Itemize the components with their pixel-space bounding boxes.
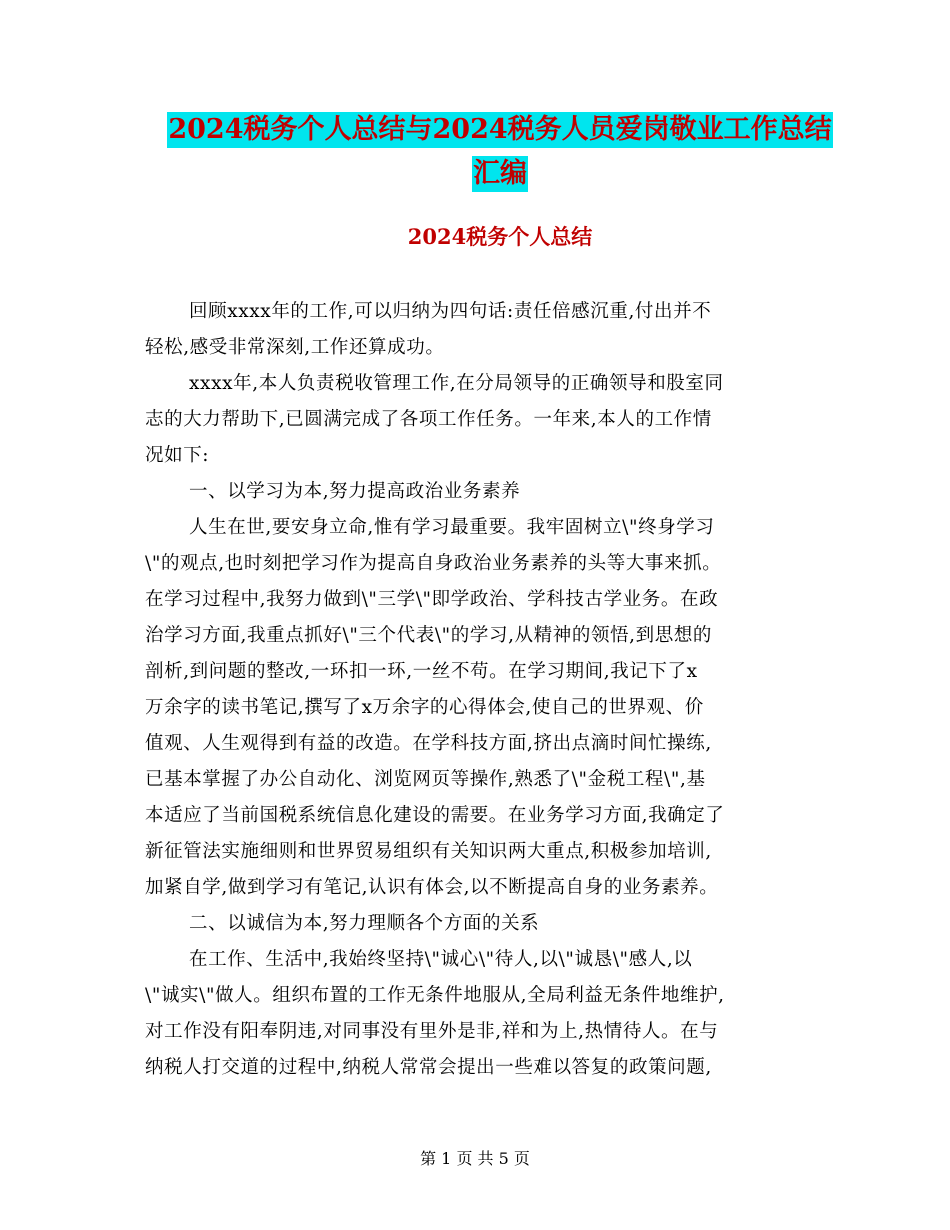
- text-line: \"的观点,也时刻把学习作为提高自身政治业务素养的头等大事来抓。: [145, 553, 722, 574]
- text-line: 在工作、生活中,我始终坚持\"诚心\"待人,以\"诚恳\"感人,以: [189, 949, 693, 970]
- text-line: 在学习过程中,我努力做到\"三学\"即学政治、学科技古学业务。在政: [145, 589, 719, 610]
- text-line: 已基本掌握了办公自动化、浏览网页等操作,熟悉了\"金税工程\",基: [145, 769, 706, 790]
- title-line-2: 汇编: [472, 156, 528, 192]
- text-line: 加紧自学,做到学习有笔记,认识有体会,以不断提高自身的业务素养。: [145, 877, 719, 898]
- section-heading: 2024税务个人总结: [407, 224, 593, 249]
- text-line: 本适应了当前国税系统信息化建设的需要。在业务学习方面,我确定了: [145, 805, 725, 826]
- text-line: 回顾xxxx年的工作,可以归纳为四句话:责任倍感沉重,付出并不: [189, 301, 712, 322]
- text-line: 人生在世,要安身立命,惟有学习最重要。我牢固树立\"终身学习: [189, 517, 715, 538]
- section-heading-2: 二、以诚信为本,努力理顺各个方面的关系: [189, 913, 540, 934]
- text-line: 值观、人生观得到有益的改造。在学科技方面,挤出点滴时间忙操练,: [145, 733, 712, 754]
- text-line: 万余字的读书笔记,撰写了x万余字的心得体会,使自己的世界观、价: [145, 697, 704, 718]
- title-line-1: 2024税务个人总结与2024税务人员爱岗敬业工作总结: [167, 112, 832, 148]
- page-footer: 第 1 页 共 5 页: [420, 1149, 530, 1168]
- text-line: 剖析,到问题的整改,一环扣一环,一丝不苟。在学习期间,我记下了x: [145, 661, 698, 682]
- text-line: 新征管法实施细则和世界贸易组织有关知识两大重点,积极参加培训,: [145, 841, 712, 862]
- text-line: 对工作没有阳奉阴违,对同事没有里外是非,祥和为上,热情待人。在与: [145, 1021, 719, 1042]
- text-line: 志的大力帮助下,已圆满完成了各项工作任务。一年来,本人的工作情: [145, 409, 712, 430]
- text-line: 治学习方面,我重点抓好\"三个代表\"的学习,从精神的领悟,到思想的: [145, 625, 713, 646]
- document-title: [140, 112, 860, 192]
- text-line: xxxx年,本人负责税收管理工作,在分局领导的正确领导和股室同: [189, 373, 724, 394]
- text-line: 况如下:: [145, 445, 210, 466]
- body-text: [145, 294, 805, 1086]
- text-line: 轻松,感受非常深刻,工作还算成功。: [145, 337, 445, 358]
- text-line: 纳税人打交道的过程中,纳税人常常会提出一些难以答复的政策问题,: [145, 1057, 712, 1078]
- section-heading-1: 一、以学习为本,努力提高政治业务素养: [189, 481, 521, 502]
- text-line: \"诚实\"做人。组织布置的工作无条件地服从,全局利益无条件地维护,: [145, 985, 725, 1006]
